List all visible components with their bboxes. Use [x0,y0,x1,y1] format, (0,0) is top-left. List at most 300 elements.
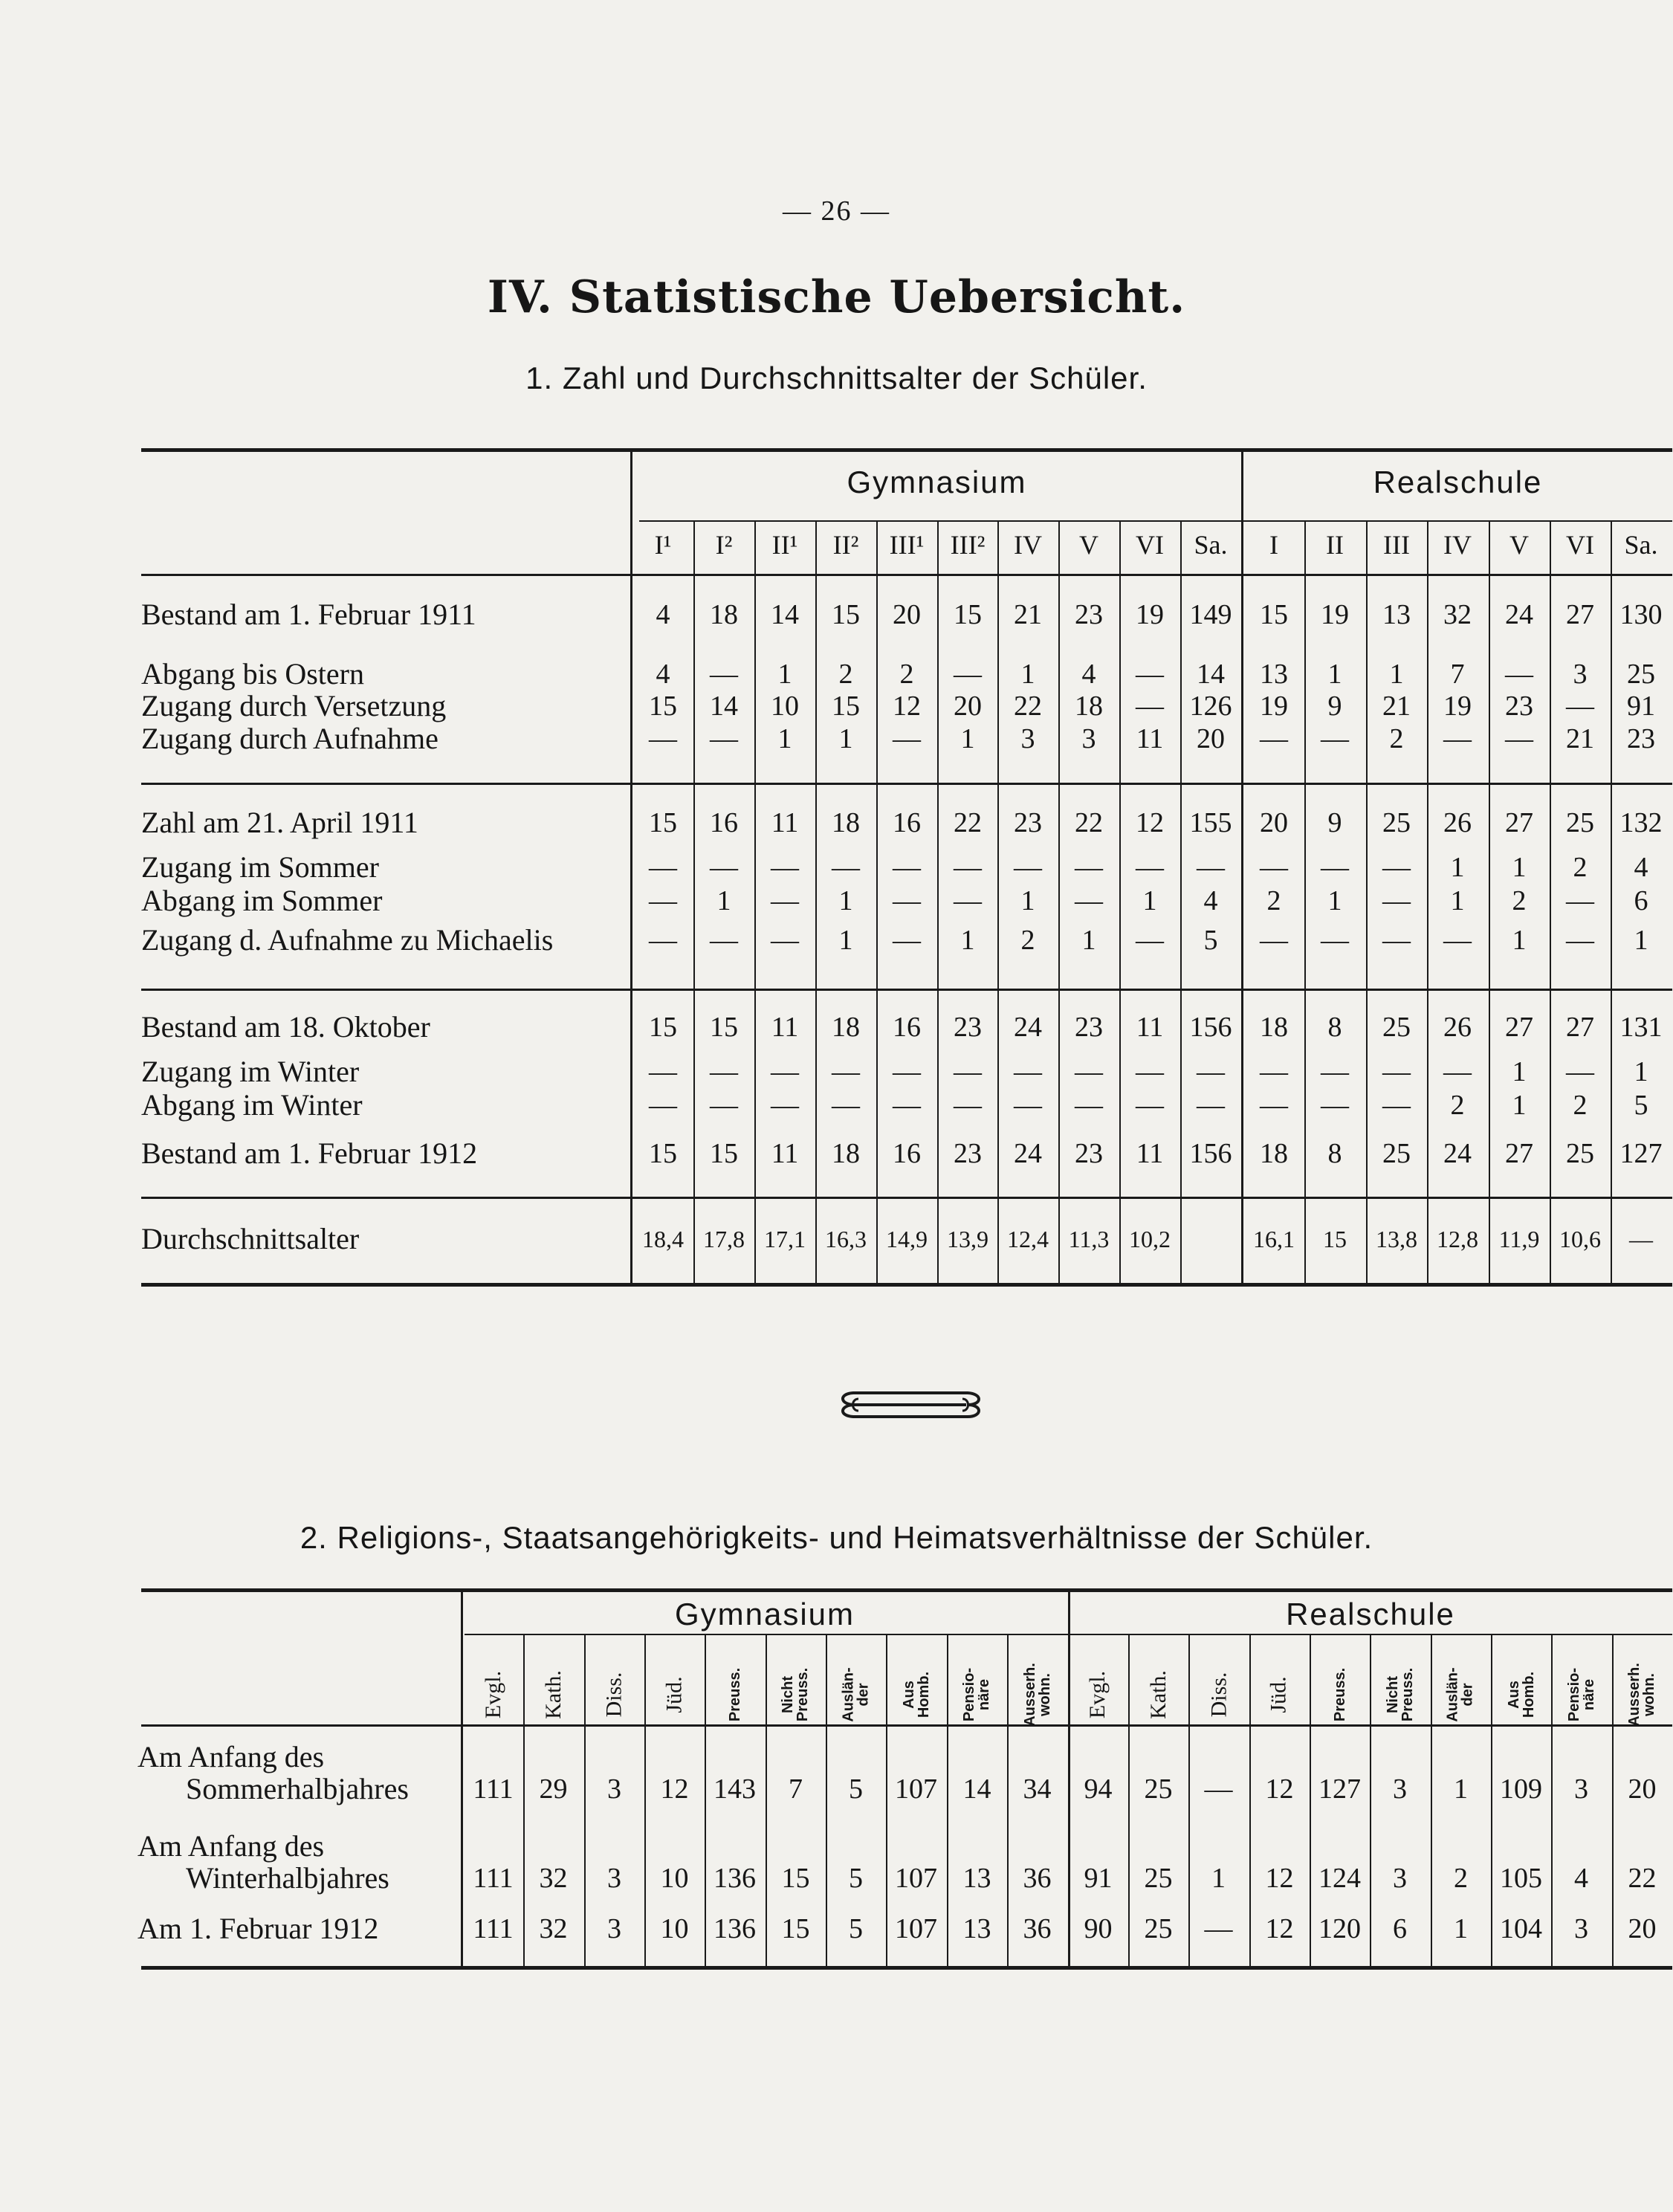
t1-cell: — [954,659,982,690]
t1-header-rule [141,574,1672,576]
t1-cell: — [649,852,677,883]
t1-cell: 15 [710,1138,738,1169]
t2-column-header [1136,1639,1181,1750]
t1-cell: — [1075,885,1103,916]
t1-cell: 1 [1450,885,1465,916]
t1-cell: 15 [954,599,982,630]
t1-cell: 13 [1260,659,1288,690]
t1-cell: — [1260,925,1288,956]
t2-cell: 32 [539,1913,568,1944]
t1-cell: 1 [777,659,792,690]
t1-cell: 155 [1189,807,1232,838]
t1-row-label: Zugang durch Aufnahme [141,722,439,755]
t1-cell: 22 [954,807,982,838]
t1-cell: 1 [1634,925,1648,956]
t2-column-header [1015,1639,1060,1750]
t1-cell: 12,4 [1007,1226,1049,1252]
t1-row-label: Abgang bis Ostern [141,657,364,691]
t1-cell: — [710,723,738,754]
t1-cell: — [1260,1090,1288,1121]
t1-cell: — [954,1090,982,1121]
table1-title: 1. Zahl und Durchschnittsalter der Schüler. [525,360,1148,395]
t1-cell: 1 [1389,659,1404,690]
t1-cell: 22 [1075,807,1103,838]
page-number: — 26 — [783,195,890,227]
t2-column-header-text: Kath. [541,1670,566,1719]
t2-column-header-text: Aus Homb. [901,1671,932,1718]
t1-cell: 4 [1203,885,1218,916]
t1-group-realschule: Realschule [1373,465,1543,499]
t2-cell: 111 [473,1773,514,1805]
t1-cell: 26 [1443,1012,1472,1043]
t1-cell: 15 [649,807,677,838]
t1-cell: 15 [832,599,860,630]
t2-cell: 127 [1318,1773,1361,1805]
t1-cell: — [1443,723,1472,754]
t2-row-label-line2: Sommerhalbjahres [186,1772,409,1805]
t1-cell: — [1566,1056,1594,1087]
t1-cell: — [771,1090,799,1121]
t2-cell: 10 [660,1913,689,1944]
t1-group-rule [639,520,1672,522]
t1-cell: — [1321,925,1349,956]
t2-cell: 6 [1393,1913,1407,1944]
t1-cell: 2 [1573,852,1588,883]
t1-cell: — [1382,1056,1411,1087]
t1-cell: — [1566,885,1594,916]
t1-cell: 27 [1505,807,1533,838]
t2-column-header-text: Pensio- näre [1566,1667,1597,1722]
t1-cell: — [954,852,982,883]
t1-cell: 156 [1189,1012,1232,1043]
t1-cell: 16 [710,807,738,838]
t2-cell: 90 [1084,1913,1113,1944]
t1-cell: — [1136,1090,1164,1121]
t2-column-header-text: Kath. [1146,1670,1171,1719]
t1-cell: 27 [1505,1138,1533,1169]
t1-cell: — [1443,1056,1472,1087]
t2-cell: 12 [1265,1913,1294,1944]
t1-cell: 23 [1075,1012,1103,1043]
t1-cell: 1 [1512,1090,1527,1121]
t1-cell: — [1075,1090,1103,1121]
t2-column-header [1075,1639,1120,1750]
t2-cell: 32 [539,1863,568,1894]
t2-column-header [894,1639,939,1750]
t1-cell: 1 [1081,925,1096,956]
t1-cell: 21 [1014,599,1042,630]
t2-cell: 124 [1318,1863,1361,1894]
t1-cell: 18,4 [642,1226,684,1252]
t2-column-header [1559,1639,1604,1750]
t1-cell: 18 [832,807,860,838]
t1-cell: — [1014,1090,1042,1121]
t1-cell: 15 [1260,599,1288,630]
t1-section-rule [141,1197,1672,1199]
t2-column-header-text: Evgl. [481,1670,506,1719]
t1-cell: 11,9 [1498,1226,1540,1252]
t2-cell: 104 [1500,1913,1542,1944]
t1-cell: — [1505,723,1533,754]
t2-column-header-text: Jüd. [1266,1676,1291,1713]
t2-cell: 12 [1265,1863,1294,1894]
t2-cell: 14 [962,1773,991,1805]
t1-cell: 3 [1573,659,1588,690]
t1-cell: — [893,885,921,916]
t2-row-label-line1: Am Anfang des [137,1740,325,1773]
t1-cell: 13,9 [947,1226,988,1252]
t1-cell: — [1014,1056,1042,1087]
table2-title: 2. Religions-, Staatsangehörigkeits- und Heimatsverhältnisse der Schüler. [300,1520,1373,1555]
t1-cell: 18 [1260,1138,1288,1169]
t2-cell: 29 [539,1773,568,1805]
t1-cell: 25 [1382,1138,1411,1169]
t1-cell: 1 [716,885,731,916]
t1-column-header: V [1079,530,1098,560]
t2-cell: 15 [781,1913,810,1944]
t1-cell: 23 [1075,599,1103,630]
t1-cell: 1 [1327,885,1342,916]
t1-column-header: III² [950,530,986,560]
t1-cell: 14 [1197,659,1225,690]
t2-column-header-text: Jüd. [662,1676,687,1713]
t1-cell: 24 [1505,599,1533,630]
t1-column-header: VI [1136,530,1164,560]
t2-cell: 94 [1084,1773,1113,1805]
t1-cell: — [771,925,799,956]
t2-column-header [773,1639,818,1750]
t1-cell: 1 [1634,1056,1648,1087]
t1-cell: — [1321,852,1349,883]
t1-cell: 21 [1382,691,1411,722]
t1-cell: 4 [656,659,670,690]
t1-cell: — [710,659,738,690]
t2-top-rule [141,1588,1672,1592]
t1-column-header: II [1326,530,1344,560]
t1-cell: — [954,1056,982,1087]
t1-cell: 9 [1327,807,1342,838]
t1-cell: 1 [1020,885,1035,916]
t1-cell: 2 [1512,885,1527,916]
t2-cell: 91 [1084,1863,1113,1894]
t1-cell: 1 [1020,659,1035,690]
t1-cell: — [649,1090,677,1121]
t1-cell: — [1136,691,1164,722]
t2-cell: 5 [849,1863,863,1894]
t1-cell: 1 [838,885,853,916]
t1-cell: — [649,925,677,956]
t1-cell: 1 [777,723,792,754]
t1-cell: 19 [1136,599,1164,630]
t1-row-label: Zahl am 21. April 1911 [141,806,418,839]
t1-cell: 15 [832,691,860,722]
t2-cell: 10 [660,1863,689,1894]
t2-column-header-text: Preuss. [727,1667,744,1722]
t1-cell: 127 [1619,1138,1663,1169]
t1-cell: 18 [832,1012,860,1043]
t1-cell: 27 [1566,599,1594,630]
t2-column-header [531,1639,576,1750]
t1-cell: 8 [1327,1012,1342,1043]
t2-column-header-text: Ausserh. wohn. [1022,1663,1053,1727]
t1-cell: — [1197,852,1225,883]
t2-row-label-line1: Am Anfang des [137,1829,325,1863]
t1-group-gymnasium: Gymnasium [847,465,1027,499]
t1-column-header: Sa. [1194,530,1228,560]
t1-cell: — [1566,691,1594,722]
t1-cell: — [1014,852,1042,883]
t1-cell: 32 [1443,599,1472,630]
t2-cell: 20 [1628,1913,1657,1944]
t2-column-header-text: Diss. [601,1672,627,1718]
t1-cell: 15 [710,1012,738,1043]
t1-cell: 149 [1189,599,1232,630]
t1-cell: 1 [1512,925,1527,956]
t2-cell: 107 [895,1773,937,1805]
t1-cell: 10 [771,691,799,722]
t1-row-label: Zugang im Winter [141,1055,360,1088]
t1-cell: 19 [1260,691,1288,722]
t1-cell: 156 [1189,1138,1232,1169]
t2-cell: 3 [607,1773,621,1805]
t1-cell: 9 [1327,691,1342,722]
t2-cell: 107 [895,1913,937,1944]
t1-bottom-rule [141,1283,1672,1287]
t2-cell: 12 [660,1773,689,1805]
t1-cell: — [1075,1056,1103,1087]
t2-cell: 7 [789,1773,803,1805]
t1-cell: 23 [1075,1138,1103,1169]
t1-cell: 26 [1443,807,1472,838]
t1-cell: 16 [893,1012,921,1043]
t1-row-label: Zugang d. Aufnahme zu Michaelis [141,923,554,957]
t2-cell: 3 [1574,1913,1588,1944]
t1-cell: — [1136,852,1164,883]
t2-column-header [653,1639,697,1750]
t2-column-header [592,1639,636,1750]
t2-column-header-text: Preuss. [1332,1667,1349,1722]
ornament-divider [832,1386,988,1423]
t1-cell: 15 [649,1012,677,1043]
t1-cell: 1 [1512,1056,1527,1087]
t1-column-header: V [1509,530,1529,560]
t1-cell: 2 [1573,1090,1588,1121]
t1-cell: 2 [899,659,914,690]
t2-row-label-line2: Winterhalbjahres [186,1861,389,1895]
t1-cell: 8 [1327,1138,1342,1169]
t1-column-header: III¹ [889,530,925,560]
t1-cell: 11 [771,1012,799,1043]
t1-cell: 19 [1443,691,1472,722]
t1-cell: 25 [1382,807,1411,838]
t1-cell: 3 [1081,723,1096,754]
t1-cell: 16 [893,807,921,838]
t1-cell: 4 [1634,852,1648,883]
t1-row-label: Zugang durch Versetzung [141,689,447,722]
t1-column-header: III [1383,530,1410,560]
t1-cell: 15 [649,1138,677,1169]
t1-cell: 23 [954,1138,982,1169]
t2-column-header-text: Nicht Preuss. [1385,1667,1417,1722]
t2-column-header-text: Pensio- näre [961,1667,992,1722]
t1-row-label: Abgang im Winter [141,1088,363,1122]
t1-cell: — [1321,723,1349,754]
t2-cell: 143 [713,1773,756,1805]
t1-cell: — [832,1090,860,1121]
t2-cell: 111 [473,1913,514,1944]
t1-cell: 18 [1260,1012,1288,1043]
t1-cell: 13 [1382,599,1411,630]
t2-column-header-text: Auslän- der [1445,1667,1476,1722]
t1-cell: 27 [1566,1012,1594,1043]
t2-cell: 3 [1393,1863,1407,1894]
t2-column-header-text: Auslän- der [841,1667,872,1722]
t1-column-header: Sa. [1624,530,1658,560]
t1-cell: — [1136,925,1164,956]
t1-cell: 25 [1566,1138,1594,1169]
t1-cell: 20 [1197,723,1225,754]
t2-column-header-text: Evgl. [1085,1670,1110,1719]
t2-group-gymnasium: Gymnasium [674,1597,855,1631]
t1-cell: — [893,723,921,754]
t2-cell: 15 [781,1863,810,1894]
t1-cell: — [1321,1056,1349,1087]
t1-cell: 16,1 [1253,1226,1295,1252]
t1-cell: 14 [710,691,738,722]
t2-column-header [834,1639,878,1750]
t1-cell: 15 [1323,1226,1347,1252]
t1-cell: — [1382,852,1411,883]
t1-cell: 11 [771,1138,799,1169]
t1-row-label: Bestand am 18. Oktober [141,1010,430,1044]
t1-cell: 24 [1443,1138,1472,1169]
t1-column-header: II¹ [771,530,798,560]
t1-cell: 20 [1260,807,1288,838]
t1-cell: 10,2 [1129,1226,1171,1252]
t1-cell: 14,9 [886,1226,928,1252]
t1-section-rule [141,783,1672,785]
t1-cell: — [1382,925,1411,956]
t1-cell: — [1566,925,1594,956]
t1-cell: 23 [1014,807,1042,838]
t1-column-header: I [1269,530,1278,560]
t1-cell: — [771,885,799,916]
t1-cell: 91 [1627,691,1655,722]
t1-cell: — [832,1056,860,1087]
t2-cell: 136 [713,1913,756,1944]
t1-cell: 4 [656,599,670,630]
t2-column-header [1378,1639,1423,1750]
t2-cell: 1 [1454,1913,1468,1944]
t1-cell: 20 [893,599,921,630]
t1-cell: — [893,1056,921,1087]
t1-cell: 24 [1014,1012,1042,1043]
t1-cell: 2 [1020,925,1035,956]
t1-cell: 12,8 [1437,1226,1478,1252]
t1-cell: 2 [1389,723,1404,754]
t1-cell: — [710,925,738,956]
t1-cell: 12 [893,691,921,722]
t2-cell: 105 [1500,1863,1542,1894]
t1-cell: — [771,1056,799,1087]
t2-cell: 20 [1628,1773,1657,1805]
t1-cell: 16 [893,1138,921,1169]
main-title: IV. Statistische Uebersicht. [487,271,1186,323]
t1-cell: — [893,1090,921,1121]
t1-cell: — [1382,885,1411,916]
t1-cell: 21 [1566,723,1594,754]
t1-cell: 23 [954,1012,982,1043]
t1-cell: — [1136,659,1164,690]
t1-cell: — [649,1056,677,1087]
t1-cell: 1 [838,925,853,956]
t1-cell: 1 [1142,885,1157,916]
t1-cell: 11,3 [1068,1226,1110,1252]
t1-cell: — [1629,1226,1653,1252]
t1-cell: 17,1 [764,1226,806,1252]
t1-cell: 1 [1512,852,1527,883]
t1-cell: — [1197,1090,1225,1121]
t1-cell: 20 [954,691,982,722]
t1-cell: 10,6 [1559,1226,1601,1252]
t2-cell: 4 [1574,1863,1588,1894]
t1-cell: 18 [832,1138,860,1169]
t2-column-header [954,1639,999,1750]
t2-group-realschule: Realschule [1286,1597,1455,1631]
t2-cell: 120 [1318,1913,1361,1944]
t1-row-label: Bestand am 1. Februar 1911 [141,598,476,631]
t1-cell: — [1260,723,1288,754]
t2-column-header-text: Aus Homb. [1506,1671,1537,1718]
t1-cell: — [1505,659,1533,690]
t1-cell: 23 [1505,691,1533,722]
t1-cell: — [1136,1056,1164,1087]
t1-cell: 126 [1189,691,1232,722]
t2-column-header-text: Nicht Preuss. [780,1667,812,1722]
t2-cell: 25 [1144,1863,1173,1894]
t1-column-header: VI [1566,530,1594,560]
t1-cell: — [832,852,860,883]
t1-cell: — [1260,1056,1288,1087]
t1-cell: — [893,925,921,956]
t2-cell: 36 [1023,1863,1052,1894]
t1-cell: 2 [1450,1090,1465,1121]
t1-cell: 5 [1634,1090,1648,1121]
t1-cell: 27 [1505,1012,1533,1043]
t1-cell: 22 [1014,691,1042,722]
t1-cell: — [1197,1056,1225,1087]
t2-cell: 2 [1454,1863,1468,1894]
t1-cell: 4 [1081,659,1096,690]
t2-cell: — [1204,1773,1233,1805]
t2-cell: 5 [849,1773,863,1805]
t2-column-header [713,1639,757,1750]
t2-cell: 109 [1500,1773,1542,1805]
t1-column-header: I¹ [654,530,672,560]
t1-cell: 18 [710,599,738,630]
t2-cell: 36 [1023,1913,1052,1944]
t2-cell: 13 [962,1863,991,1894]
t1-cell: 1 [960,723,975,754]
t2-row-label-line2: Am 1. Februar 1912 [137,1912,379,1945]
t2-cell: 3 [607,1863,621,1894]
t2-cell: 3 [607,1913,621,1944]
t1-cell: 11 [1136,1138,1164,1169]
t1-cell: 13,8 [1376,1226,1417,1252]
t1-column-header: IV [1443,530,1472,560]
t1-cell: 1 [1450,852,1465,883]
t1-cell: 11 [771,807,799,838]
